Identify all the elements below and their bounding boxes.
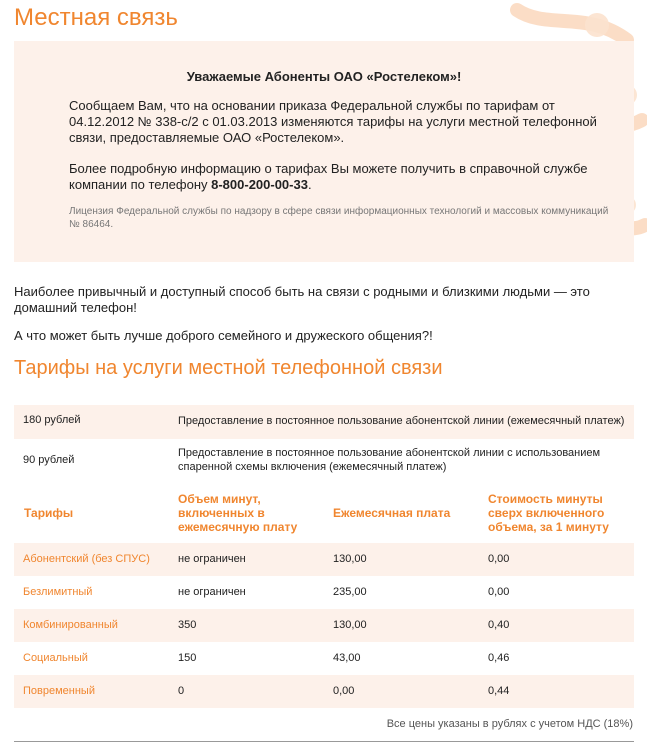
tariff-monthly-fee: 235,00 (333, 586, 367, 598)
column-header-tariffs: Тарифы (24, 506, 74, 520)
tariff-minute-cost: 0,44 (488, 685, 510, 697)
notice-panel (14, 41, 634, 262)
line-fee-row (14, 405, 634, 439)
tariff-minute-cost: 0,00 (488, 586, 510, 598)
license-note: Лицензия Федеральной службы по надзору в сфере связи информационных технологий и массовых коммуникаций № 86464. (69, 206, 609, 230)
line-fee-description: Предоставление в постоянное пользование абонентской линии (ежемесячный платеж) (178, 415, 625, 427)
line-fee-price: 180 рублей (23, 414, 81, 426)
table-row (14, 576, 634, 609)
tariff-monthly-fee: 130,00 (333, 619, 367, 631)
tariff-minute-cost: 0,00 (488, 553, 510, 565)
column-header-minute-cost: Стоимость минуты сверх включенного объема, за 1 минуту (488, 492, 609, 534)
tariff-minute-cost: 0,40 (488, 619, 510, 631)
tariff-monthly-fee: 0,00 (333, 685, 355, 697)
tariff-name-link[interactable]: Абонентский (без СПУС) (23, 553, 150, 565)
tariff-minutes: 0 (178, 685, 185, 697)
paired-line-fee-description: Предоставление в постоянное пользование абонентской линии с использованием спаренной схемы включения (ежемесячный платеж) (178, 447, 601, 473)
notice-contact-text: Более подробную информацию о тарифах Вы можете получить в справочной службе компании по телефону (69, 161, 588, 192)
tariff-name-link[interactable]: Социальный (23, 652, 88, 664)
column-header-monthly-fee: Ежемесячная плата (333, 506, 451, 520)
paired-line-fee-price: 90 рублей (23, 454, 75, 466)
tariff-name-link[interactable]: Повременный (23, 685, 95, 697)
paired-line-fee-row (14, 440, 634, 480)
tariff-name-link[interactable]: Безлимитный (23, 586, 93, 598)
notice-paragraph: Сообщаем Вам, что на основании приказа Федеральной службы по тарифам от 04.12.2012 № 338-с/2 с 01.03.2013 изменяются тарифы на услуги местной телефонной связи, предоставляемые ОАО «Ростелеком». (69, 98, 597, 145)
tariff-minutes: 350 (178, 619, 197, 631)
tariff-minute-cost: 0,46 (488, 652, 510, 664)
intro-question: А что может быть лучше доброго семейного и дружеского общения?! (14, 328, 433, 343)
notice-heading: Уважаемые Абоненты ОАО «Ростелеком»! (186, 69, 462, 84)
table-row (14, 543, 634, 576)
table-row (14, 642, 634, 675)
tariff-monthly-fee: 130,00 (333, 553, 367, 565)
column-header-minutes: Объем минут, включенных в ежемесячную плату (178, 492, 298, 534)
notice-contact-end: . (307, 177, 312, 192)
notice-contact-paragraph (69, 161, 609, 193)
tariff-monthly-fee: 43,00 (333, 652, 361, 664)
intro-paragraph: Наиболее привычный и доступный способ быть на связи с родными и близкими людьми — это домашний телефон! (14, 284, 590, 315)
tariff-minutes: не ограничен (178, 586, 246, 598)
phone-number: 8-800-200-00-33 (211, 177, 308, 192)
table-row (14, 609, 634, 642)
table-row (14, 675, 634, 708)
page-title: Местная связь (14, 4, 178, 31)
tariff-name-link[interactable]: Комбинированный (23, 619, 118, 631)
tariff-minutes: не ограничен (178, 553, 246, 565)
bottom-divider (14, 741, 634, 742)
vat-footnote: Все цены указаны в рублях с учетом НДС (18%) (386, 718, 633, 730)
tariffs-section-title: Тарифы на услуги местной телефонной связи (14, 357, 443, 379)
tariff-minutes: 150 (178, 652, 197, 664)
